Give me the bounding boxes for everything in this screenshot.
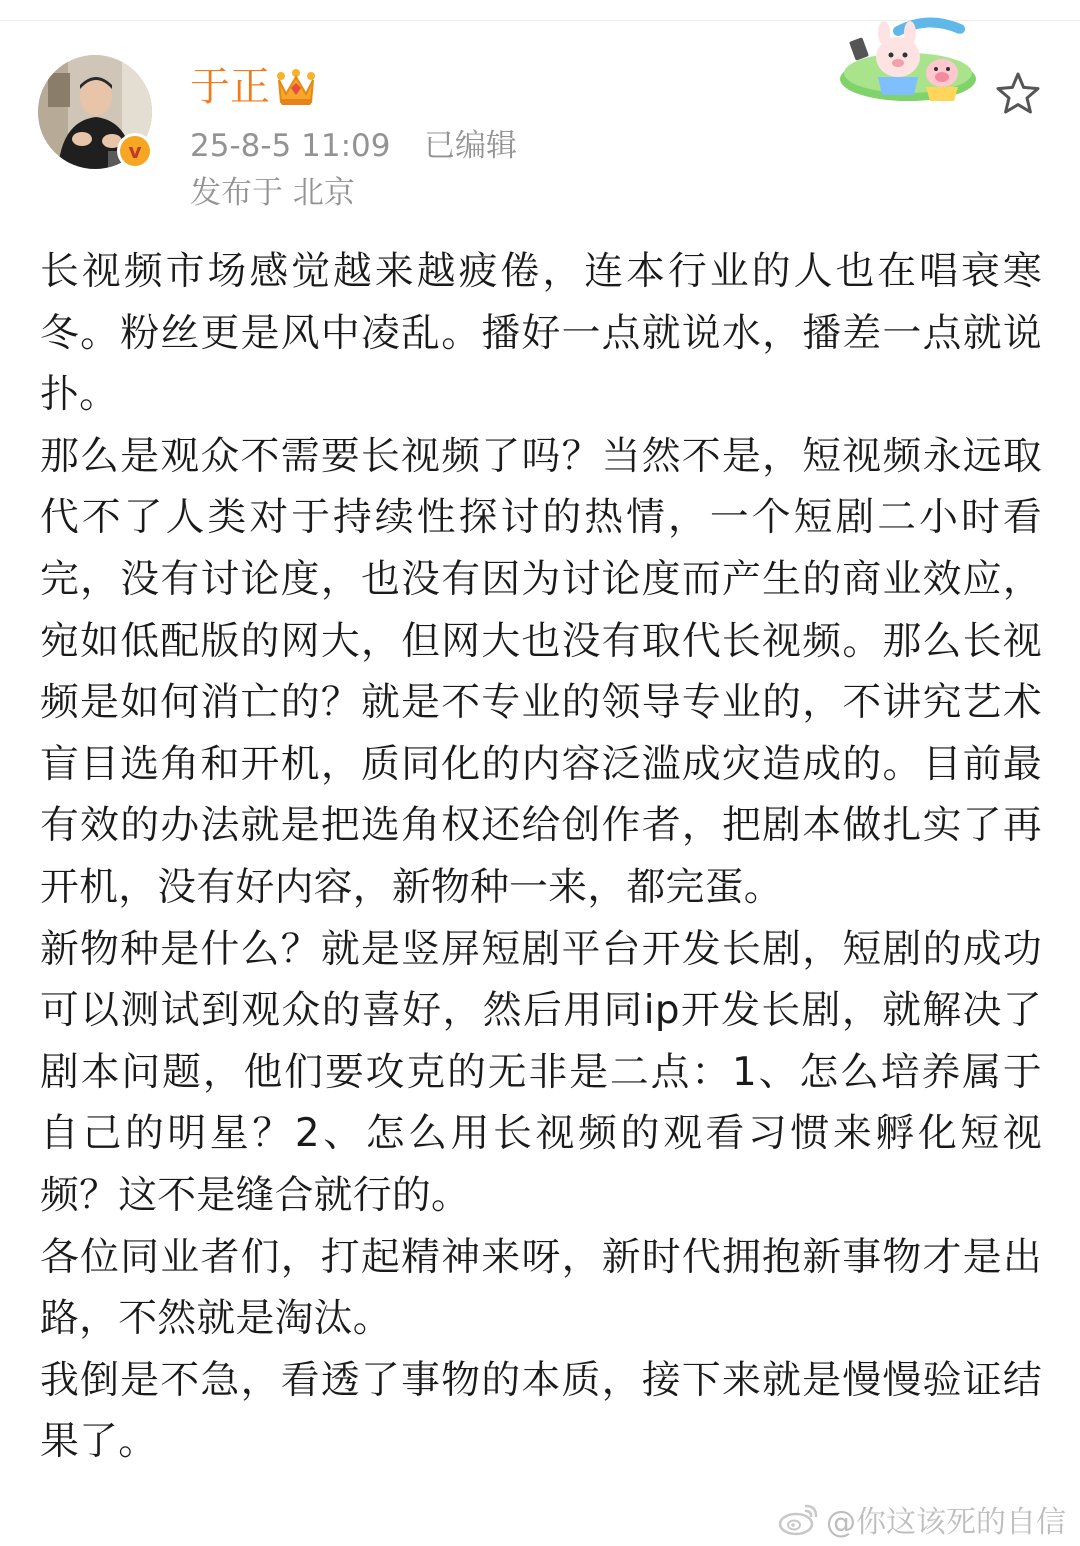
post-paragraph: 那么是观众不需要长视频了吗？当然不是，短视频永远取代不了人类对于持续性探讨的热情，一个短剧二小时看完，没有讨论度，也没有因为讨论度而产生的商业效应，宛如低配版的网大，但网大也没有取代长视频。那么长视频是如何消亡的？就是不专业的领导专业的，不讲究艺术盲目选角和开机，质同化的内容泛滥成灾造成的。目前最有效的办法就是把选角权还给创作者，把剧本做扎实了再开机，没有好内容，新物种一来，都完蛋。 <box>40 433 1042 910</box>
post-paragraph: 新物种是什么？就是竖屏短剧平台开发长剧，短剧的成功可以测试到观众的喜好，然后用同ip开发长剧，就解决了剧本问题，他们要攻克的无非是二点：1、怎么培养属于自己的明星？2、怎么用长视频的观看习惯来孵化短视频？这不是缝合就行的。 <box>40 926 1042 1218</box>
star-outline-icon[interactable] <box>994 70 1042 118</box>
sticker-icon <box>838 15 978 103</box>
post-body <box>40 241 1042 1473</box>
location-label: 发布于 北京 <box>190 175 355 211</box>
post-paragraph: 我倒是不急，看透了事物的本质，接下来就是慢慢验证结果了。 <box>40 1357 1042 1465</box>
verified-badge <box>117 133 153 169</box>
sticker-text: YEAH! <box>927 25 968 46</box>
post-timestamp: 25-8-5 11:09 <box>190 128 391 164</box>
post-paragraph: 长视频市场感觉越来越疲倦，连本行业的人也在唱衰寒冬。粉丝更是风中凌乱。播好一点就说水，播差一点就说扑。 <box>40 249 1042 418</box>
watermark <box>778 1497 1066 1541</box>
post-paragraph: 各位同业者们，打起精神来呀，新时代拥抱新事物才是出路，不然就是淘汰。 <box>40 1234 1042 1342</box>
verified-v-icon: v <box>120 136 150 166</box>
edited-label[interactable]: 已编辑 <box>424 128 517 164</box>
watermark-text: @你这该死的自信 <box>826 1505 1066 1540</box>
crown-icon <box>275 68 317 108</box>
weibo-logo-icon <box>778 1502 820 1536</box>
username[interactable]: 于正 <box>190 64 270 110</box>
